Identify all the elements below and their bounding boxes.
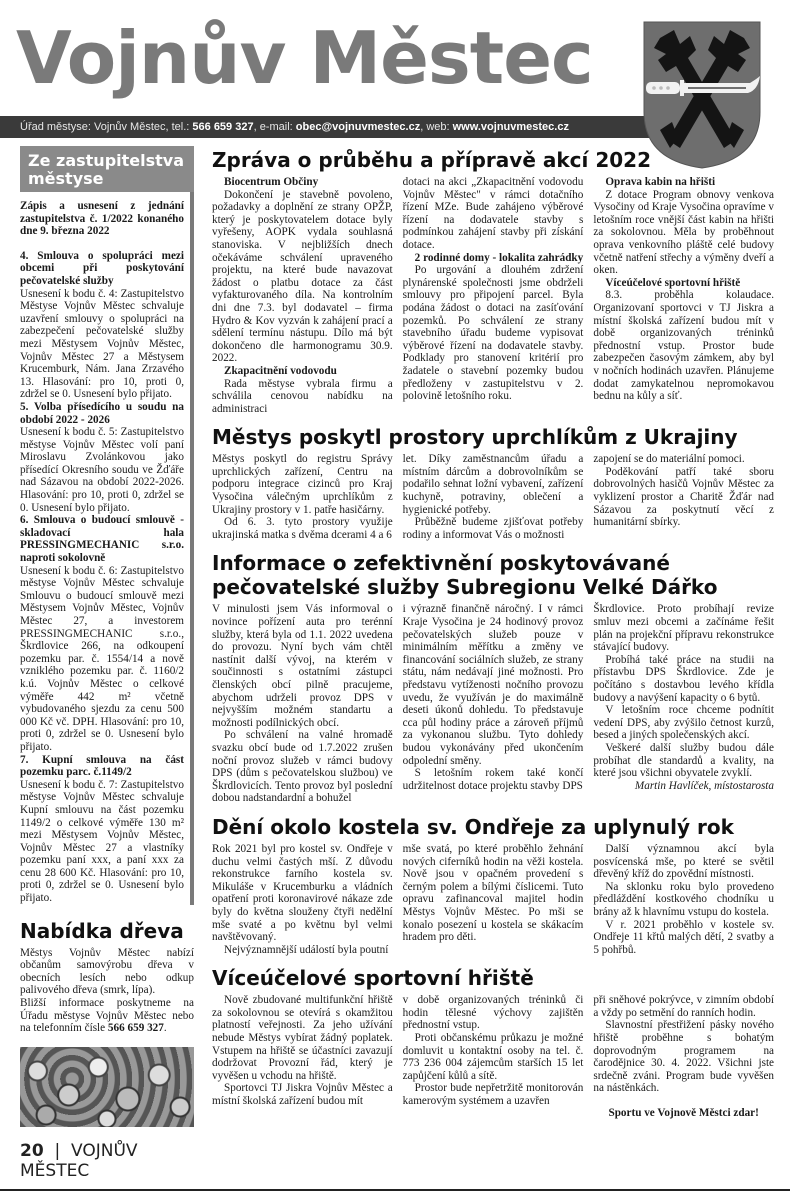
article-church-year <box>212 815 774 956</box>
sidebar-header: Ze zastupitelstva městyse <box>20 146 194 192</box>
paragraph: S letošním rokem také končí udržitelnost dotace projektu stavby DPS <box>402 767 584 792</box>
wood-offer-text: Městys Vojnův Městec nabízí občanům samovýrobu dřeva v obecních lesích nebo odkup palivového dřeva (smrk, lípa). <box>20 946 194 997</box>
wood-logs-photo <box>20 1047 194 1127</box>
paragraph: Slavnostní přestřižení pásky nového hřiště proběhne s bohatým doprovodným programem na čarodějnice 30. 4. 2022. Všichni jste srdečně zváni. Program bude vyvěšen na nástěnkách. <box>593 1019 775 1095</box>
article-column <box>593 176 774 415</box>
resolution-text: Usnesení k bodu č. 7: Zastupitelstvo městyse Vojnův Městec schvaluje Kupní smlouvu na část pozemku 1149/2 o celkové výměře 130 m² mezi Městysem Vojnův Městec, Vojnův Městec 27 a vlastníky pozemku paní xxx, a paní xxx za cenu 28 600 Kč. Hlasování: pro 10, proti 0, zdržel se 0. Usnesení bylo přijato. <box>20 778 184 905</box>
sidebar <box>20 146 194 1181</box>
article-columns <box>212 176 774 415</box>
footer-rule <box>0 1189 790 1191</box>
paragraph: Průběžně budeme zjišťovat potřeby rodiny a informovat Vás o možnosti <box>402 516 584 541</box>
paragraph: Městys poskytl do registru Správy uprchlických zařízení, Centru na podporu integrace cizinců pro Kraj Vysočina válečným uprchlíkům z Ukrajiny prostory v 1. patře hasičárny. <box>212 453 393 516</box>
page-number: 20 <box>20 1140 44 1161</box>
article-column <box>593 453 774 541</box>
paragraph: při sněhové pokrývce, v zimním období a vždy po setmění do ranních hodin. <box>593 994 775 1019</box>
paragraph: V minulosti jsem Vás informoval o novince pořízení auta pro terénní služby, která byla od 1.1. 2022 uvedena do provozu. Nyní bych vám chtěl nastínit další vývoj, na kterém v součinnosti s ostatními zástupci členských obcí pilně pracujeme, abychom udrželi provoz DPS v nejvyšším možném standartu a možnosti podílnických obcí. <box>212 603 393 729</box>
article-column <box>212 176 393 415</box>
paragraph: i výrazně finančně náročný. I v rámci Kraje Vysočina je 24 hodinový provoz pečovatelských služeb pouze v minimálním měřítku a změny ve financování sociálních služeb, ze strany státu, nám nedávají jiné možnosti. Pro představu vytíženosti nočního provozu uvedu, že využíván je do maximálně deseti úkonů dohledu. To představuje cca půl hodiny práce a zároveň příjmů za vykonanou službu. Tyto dohledy budou vykonávány před ukončením odpolední směny. <box>402 603 584 767</box>
subheading: 2 rodinné domy - lokalita zahrádky <box>414 251 584 264</box>
paragraph: Probíhá také práce na studii na přístavbu DPS Škrdlovice. Zde je počítáno s dostavbou levého křídla budovy a navýšení kapacity o 6 bytů. <box>593 653 775 704</box>
paragraph: V letošním roce chceme podnítit vedení DPS, aby zvýšilo četnost kurzů, besed a jiných společenských akcí. <box>593 704 775 742</box>
article-title: Informace o zefektivnění poskytovávané pečovatelské služby Subregionu Velké Dářko <box>212 551 718 600</box>
wood-offer-contact: Bližší informace poskytneme na Úřadu městyse Vojnův Městec nebo na telefonním čísle 566 659 327. <box>20 997 194 1035</box>
article-care-service <box>212 551 774 805</box>
subheading: Zkapacitnění vodovodu <box>224 364 337 377</box>
paragraph: v době organizovaných tréninků či hodin tělesné výchovy zajištěn přednostní vstup. <box>402 994 584 1032</box>
paragraph: Sportovci TJ Jiskra Vojnův Městec a místní školská zařízení budou mít <box>212 1082 393 1108</box>
article-title: Dění okolo kostela sv. Ondřeje za uplynulý rok <box>212 814 734 839</box>
paragraph: Po schválení na valné hromadě svazku obcí bude od 1.7.2022 zrušen noční provoz služeb v rámci budovy DPS (dům s pečovatelskou službou) ve Škrdlovicích. Tento provoz byl poslední dobou nadstandardní a bohužel <box>212 729 393 805</box>
paragraph: Rada městyse vybrala firmu a schválila cenovou nabídku na administraci <box>212 377 393 415</box>
contact-email[interactable]: obec@vojnuvmestec.cz <box>295 121 421 133</box>
subheading: Biocentrum Občiny <box>224 176 319 188</box>
paragraph: Nově zbudované multifunkční hřiště za sokolovnou se otevírá s okamžitou platností veřejnosti. Za jeho užívání nebude Městys vybírat žádný poplatek. Vstupem na hřiště se účastníci zavazují dodržovat Provozní řád, který je vyvěšen u vchodu na hřiště. <box>212 994 393 1082</box>
article-column <box>212 453 393 541</box>
resolution-title: 7. Kupní smlouva na část pozemku parc. č.1149/2 <box>20 753 184 779</box>
article-sports-ground <box>212 966 774 1119</box>
council-box <box>20 146 194 905</box>
footer-separator: | <box>54 1140 61 1161</box>
paragraph: let. Díky zaměstnancům úřadu a místním dárcům a dobrovolníkům se podařilo sehnat ložní vybavení, zařízení kuchyně, potraviny, oblečení a hygienické potřeby. <box>402 453 584 516</box>
article-columns <box>212 453 774 541</box>
articles-column <box>212 148 774 1130</box>
council-intro: Zápis a usnesení z jednání zastupitelstva č. 1/2022 konaného dne 9. března 2022 <box>20 200 184 238</box>
article-column <box>212 994 393 1119</box>
paragraph: Škrdlovice. Proto probíhají revize smluv mezi obcemi a začínáme řešit plán na projekční přípravu rekonstrukce stávající budovy. <box>593 603 775 654</box>
article-title: Víceúčelové sportovní hřiště <box>212 966 534 991</box>
article-column <box>403 843 584 956</box>
paragraph: V r. 2021 proběhlo v kostele sv. Ondřeje 11 křtů malých dětí, 2 svatby a 5 pohřbů. <box>593 918 775 956</box>
contact-web[interactable]: www.vojnuvmestec.cz <box>452 121 569 133</box>
paragraph: mše svatá, po které proběhlo žehnání nových ciferníků hodin na věži kostela. Nově jsou v opačném provedení s černým polem a bílými číslicemi. Tuto opravu zafinancoval majitel hodin Městys Vojnův Městec. Po mši se konalo posezení u kostela se skákacím hradem pro děti. <box>402 842 584 944</box>
article-events-2022 <box>212 148 774 415</box>
paragraph: Nejvýznamnější událostí byla poutní <box>224 943 389 956</box>
resolution-title: 4. Smlouva o spolupráci mezi obcemi při poskytování pečovatelské služby <box>20 249 184 287</box>
paragraph: Prostor bude nepřetržitě monitorován kamerovým systémem a uzavřen <box>402 1082 584 1108</box>
email-label: , e-mail: <box>253 121 296 133</box>
paragraph: Z dotace Program obnovy venkova Vysočiny od Kraje Vysočina opravíme v letošním roce vnější část kabin na hřišti za sokolovnou. Měla by proběhnout oprava venkovního pláště celé budovy včetně natření střechy a výměny dveří a oken. <box>593 188 775 277</box>
contact-prefix: Úřad městyse: Vojnův Městec, tel.: <box>20 121 193 133</box>
paragraph: Po urgování a dlouhém zdržení plynárenské společnosti jsme obdrželi smlouvy pro připojení parcel. Byla podána žádost o dotaci na zasíťování pozemků. Po schválení ze strany stavebního úřadu budeme vypisovat výběrové řízení na dodavatele stavby. Podklady pro stanovení kritérií pro žadatele o stavební pozemky budou předloženy v zastupitelstvu v 2. polovině letošního roku. <box>402 264 584 403</box>
article-column <box>403 176 584 415</box>
wood-contact-phone: 566 659 327 <box>107 1022 164 1035</box>
contact-phone[interactable]: 566 659 327 <box>192 121 254 133</box>
resolution-text: Usnesení k bodu č. 6: Zastupitelstvo městyse Vojnův Městec schvaluje Smlouvu o budoucí smlouvě mezi Městysem Vojnův Městec, Vojnův Městec 27, a investorem PRESSINGMECHANIC s.r.o., Škrdlovice 266, na odkoupení pozemku par. č. 1554/14 a nově vzniklého pozemku par. č. 1160/2 k.ú. Vojnův Městec o celkové výměře 442 m² včetně vybudovaného sjezdu za cenu 500 000 Kč vč. DPH. Hlasování: pro 10, proti 0, zdržel se 0. Usnesení bylo přijato. <box>20 564 184 753</box>
resolution-text: Usnesení k bodu č. 4: Zastupitelstvo Městyse Vojnův Městec schvaluje uzavření smlouvy o spolupráci na zabezpečení pečovatelské služby mezi Městysem Vojnův Městec, Vojnův Městec 27 a Městysem Krucemburk, Nám. Jana Zrzavého 13. Hlasování: pro 10, proti 0, zdržel se 0. Usnesení bylo přijato. <box>20 287 184 401</box>
article-columns <box>212 994 774 1119</box>
author-signature: Martin Havlíček, místostarosta <box>634 779 775 792</box>
paragraph: dotaci na akci „Zkapacitnění vodovodu Vojnův Městec" v rámci dotačního řízení MZe. Bude zahájeno výběrové řízení na dodavatele stavby s podmínkou zahájení stavby při získání dotace. <box>402 176 584 251</box>
paragraph: Od 6. 3. tyto prostory využije ukrajinská matka s dvěma dcerami 4 a 6 <box>212 516 393 541</box>
resolution-text: Usnesení k bodu č. 5: Zastupitelstvo městyse Vojnův Městec volí paní Miroslavu Zvolánkovou jako přísedící Okresního soudu ve Žďáře nad Sázavou na období 2022-2026. Hlasování: pro 10, proti 0, zdržel se 0. Usnesení bylo přijato. <box>20 426 184 514</box>
wood-offer-title: Nabídka dřeva <box>20 918 184 943</box>
article-title: Městys poskytl prostory uprchlíkům z Ukrajiny <box>212 425 738 450</box>
article-column <box>593 843 774 956</box>
subheading: Víceúčelové sportovní hřiště <box>605 276 741 289</box>
article-column <box>403 994 584 1119</box>
paragraph: Na sklonku roku bylo provedeno předláždění kostkového chodníku u brány až k hlavnímu vstupu do kostela. <box>593 880 775 918</box>
paragraph: Poděkování patří také sboru dobrovolných hasičů Vojnův Městec za vyklizení prostor a Charitě Žďár nad Sázavou za poskytnutí věcí z humanitární sbírky. <box>593 465 775 529</box>
contact-bar <box>0 116 650 138</box>
article-column <box>403 603 584 805</box>
article-ukraine-refugees <box>212 425 774 541</box>
article-column <box>403 453 584 541</box>
paragraph: Proti občanskému průkazu je možné domluvit u kontaktní osoby na tel. č. 773 236 004 zájemcům starších 15 let zapůjčení kůlů a sítě. <box>402 1032 584 1082</box>
resolution-title: 5. Volba přísedícího u soudu na období 2022 - 2026 <box>20 400 184 426</box>
article-column <box>593 603 774 805</box>
article-column <box>212 603 393 805</box>
paragraph: Rok 2021 byl pro kostel sv. Ondřeje v duchu velmi častých mší. Z důvodu rekonstrukce farního kostela sv. Mikuláše v Krucemburku a vládních opatření proti koronavirové nákaze zde byly do května slouženy čtyři nedělní mše svaté a po květnu byl velmi navštěvovaný. <box>212 842 393 944</box>
web-label: , web: <box>420 121 453 133</box>
closing-slogan: Sportu ve Vojnově Městci zdar! <box>608 1107 759 1120</box>
paragraph: Veškeré další služby budou dále probíhat dle standardů a kvality, na které jsou všichni obyvatele zvyklí. <box>593 741 775 780</box>
article-column <box>593 994 774 1119</box>
masthead-title: Vojnův Městec <box>16 16 593 100</box>
paragraph: Další významnou akcí byla posvícenská mše, po které se světil dřevěný kříž do zpovědní místnosti. <box>593 842 775 881</box>
paragraph: zapojení se do materiální pomoci. <box>593 453 745 466</box>
paragraph: 8.3. proběhla kolaudace. Organizovaní sportovci v TJ Jiskra a místní školská zařízení budou mít v době organizovaných tréninků přednostní vstup. Prostor bude zabezpečen časovým zámkem, aby byl v nočních hodinách uzavřen. Plánujeme dodat zamykatelnou nepromokavou bednu na kůly a síť. <box>593 289 775 403</box>
article-column <box>212 843 393 956</box>
publication-name: VOJNŮV MĚSTEC <box>20 1140 138 1181</box>
paragraph: Dokončení je stavebně povoleno, požadavky a doplnění ze strany OPŽP, který je poskytovatelem dotace byly vyřešeny, AOPK vydala souhlasná stanoviska. V nejbližších dnech očekáváme schválení upraveného projektu, na které bude navazovat žádost o platbu dotace za část vyfakturovaného díla. Na kontrolním dni dne 7.3. byl dodavatel – firma Hydro & Kov vyzván k zahájení prací a sdělení termínu nástupu. Dílo má být dokončeno dle harmonogramu 30.9. 2022. <box>212 188 393 365</box>
subheading: Oprava kabin na hřišti <box>605 176 716 188</box>
article-title: Zpráva o průběhu a přípravě akcí 2022 <box>212 148 651 172</box>
article-columns <box>212 843 774 956</box>
article-columns <box>212 603 774 805</box>
wood-contact-text: Bližší informace poskytneme na Úřadu městyse Vojnův Městec nebo na telefonním čísle <box>20 997 194 1035</box>
resolution-title: 6. Smlouva o budoucí smlouvě - skladovací hala PRESSINGMECHANIC s.r.o. naproti sokolovně <box>20 514 184 565</box>
page-footer <box>20 1141 194 1181</box>
